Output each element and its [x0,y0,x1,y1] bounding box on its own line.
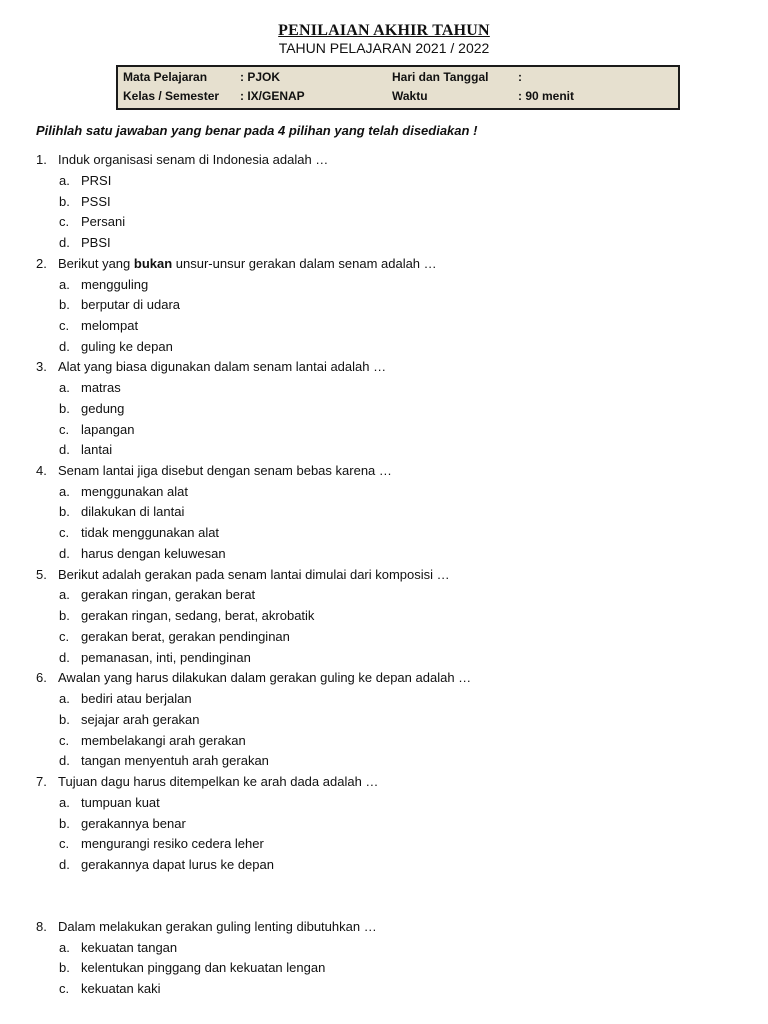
page-title: PENILAIAN AKHIR TAHUN [278,22,490,39]
option-letter: c. [59,214,70,229]
option-text: gerakan ringan, gerakan berat [81,587,256,602]
day-value: : [518,70,522,84]
question-number: 7. [36,774,47,789]
option-text: bediri atau berjalan [81,691,192,706]
option-text: pemanasan, inti, pendinginan [81,650,251,665]
option-text: sejajar arah gerakan [81,712,200,727]
option-letter: a. [59,795,70,810]
option-letter: c. [59,981,70,996]
option-text: Persani [81,214,126,229]
time-label: Waktu [392,89,428,103]
option-letter: a. [59,484,70,499]
time-value: : 90 menit [518,89,575,103]
option-letter: b. [59,401,70,416]
option-letter: c. [59,525,70,540]
option-letter: b. [59,816,70,831]
subject-value: : PJOK [240,70,281,84]
option-text: berputar di udara [81,297,181,312]
question-text: Berikut adalah gerakan pada senam lantai dimulai dari komposisi … [58,567,450,582]
question-text-part: Berikut yang [58,256,134,271]
question-text: Senam lantai jiga disebut dengan senam bebas karena … [58,463,392,478]
option-text: gedung [81,401,125,416]
instruction-text: Pilihlah satu jawaban yang benar pada 4 pilihan yang telah disediakan ! [36,123,478,138]
option-letter: b. [59,712,70,727]
option-letter: d. [59,650,70,665]
question-number: 5. [36,567,47,582]
option-text: guling ke depan [81,339,173,354]
option-letter: c. [59,733,70,748]
option-letter: b. [59,297,70,312]
option-text: mengguling [81,277,149,292]
question-text: Alat yang biasa digunakan dalam senam lantai adalah … [58,359,387,374]
option-text: menggunakan alat [81,484,188,499]
option-text: PRSI [81,173,112,188]
option-text: gerakan ringan, sedang, berat, akrobatik [81,608,315,623]
option-text: gerakannya benar [81,816,186,831]
option-letter: b. [59,194,70,209]
question-number: 2. [36,256,47,271]
option-text: harus dengan keluwesan [81,546,226,561]
option-letter: b. [59,608,70,623]
option-text: kekuatan kaki [81,981,161,996]
question-number: 1. [36,152,47,167]
option-letter: c. [59,836,70,851]
exam-info-box [116,65,680,110]
option-text: membelakangi arah gerakan [81,733,246,748]
option-text: matras [81,380,121,395]
question-text: Tujuan dagu harus ditempelkan ke arah dada adalah … [58,774,379,789]
question-number: 6. [36,670,47,685]
option-text: melompat [81,318,139,333]
day-label: Hari dan Tanggal [392,70,489,84]
option-letter: b. [59,504,70,519]
option-letter: a. [59,940,70,955]
option-letter: c. [59,422,70,437]
question-text: Dalam melakukan gerakan guling lenting dibutuhkan … [58,919,377,934]
option-letter: a. [59,173,70,188]
option-text: kekuatan tangan [81,940,178,955]
option-text: PSSI [81,194,111,209]
question-emphasis: bukan [133,256,173,271]
option-text: lapangan [81,422,135,437]
page-subtitle: TAHUN PELAJARAN 2021 / 2022 [278,40,490,56]
option-letter: d. [59,753,70,768]
option-text: tumpuan kuat [81,795,160,810]
option-text: kelentukan pinggang dan kekuatan lengan [81,960,326,975]
option-letter: c. [59,629,70,644]
question-number: 3. [36,359,47,374]
option-letter: d. [59,546,70,561]
option-letter: b. [59,960,70,975]
question-number: 8. [36,919,47,934]
option-letter: a. [59,277,70,292]
class-value: : IX/GENAP [240,89,305,103]
question-number: 4. [36,463,47,478]
option-text: PBSI [81,235,111,250]
option-text: lantai [81,442,113,457]
option-letter: d. [59,235,70,250]
question-text: Awalan yang harus dilakukan dalam gerakan guling ke depan adalah … [58,670,472,685]
option-letter: c. [59,318,70,333]
option-text: gerakannya dapat lurus ke depan [81,857,274,872]
option-text: mengurangi resiko cedera leher [81,836,264,851]
option-letter: d. [59,442,70,457]
option-letter: d. [59,857,70,872]
option-text: gerakan berat, gerakan pendinginan [81,629,290,644]
option-letter: a. [59,380,70,395]
question-text [58,256,437,271]
option-letter: a. [59,587,70,602]
option-letter: d. [59,339,70,354]
option-text: dilakukan di lantai [81,504,185,519]
option-text: tidak menggunakan alat [81,525,220,540]
class-label: Kelas / Semester [123,89,220,103]
question-text: Induk organisasi senam di Indonesia adalah … [58,152,329,167]
subject-label: Mata Pelajaran [123,70,208,84]
option-letter: a. [59,691,70,706]
option-text: tangan menyentuh arah gerakan [81,753,269,768]
question-text-part: unsur-unsur gerakan dalam senam adalah … [172,256,437,271]
